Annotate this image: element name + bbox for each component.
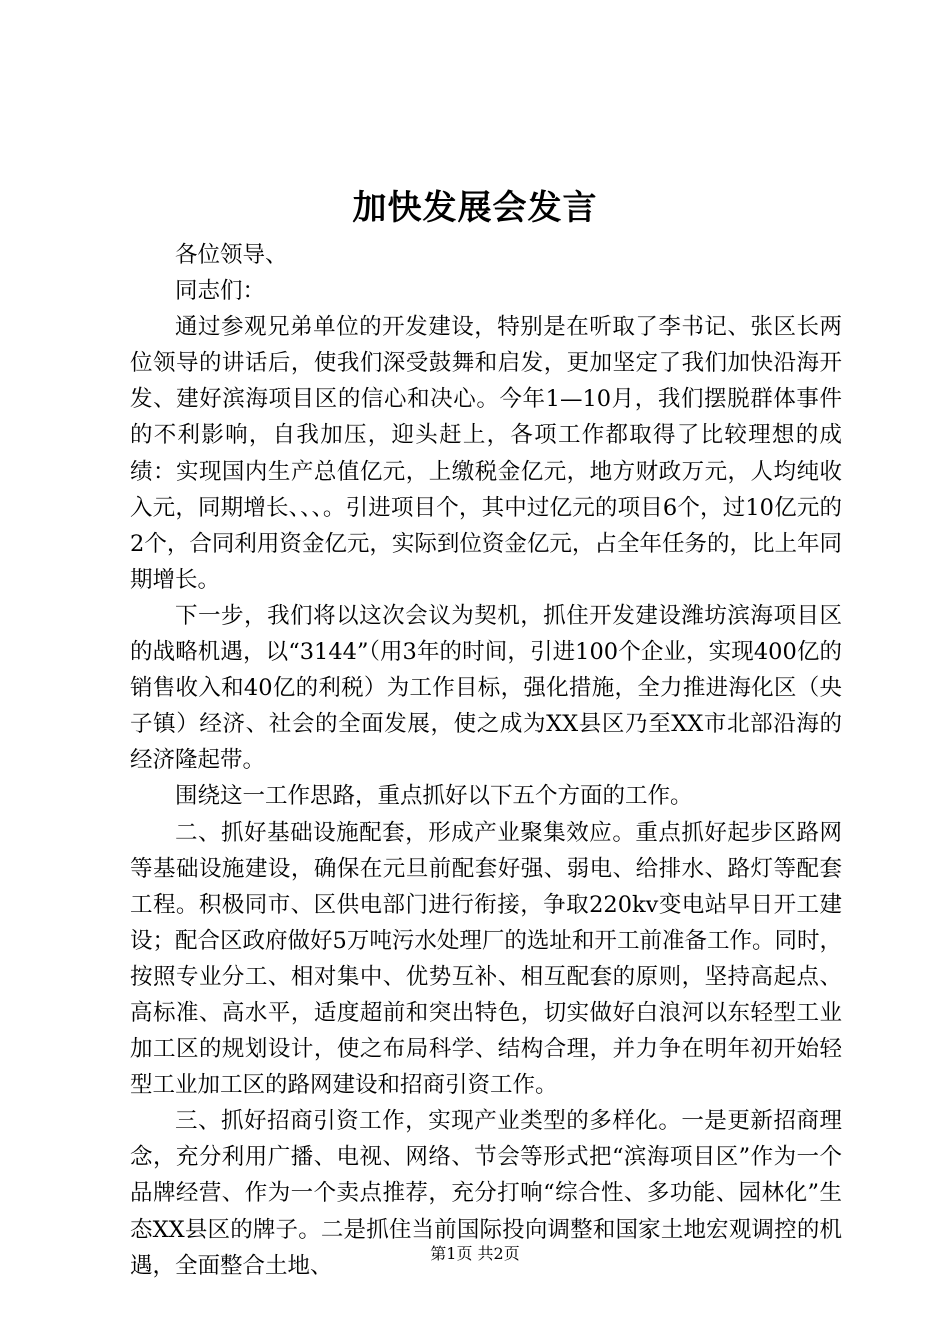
page-number: 第1页 [430,1244,473,1263]
page-footer [0,1243,950,1265]
document-title: 加快发展会发言 [352,188,598,228]
document-body [130,237,842,1284]
paragraph-investment: 三、抓好招商引资工作，实现产业类型的多样化。一是更新招商理念，充分利用广播、电视、网络、节会等形式把“滨海项目区”作为一个品牌经营、作为一个卖点推荐，充分打响“综合性、多功能、园林化”生态XX县区的牌子。二是抓住当前国际投向调整和国家土地宏观调控的机遇，全面整合土地、 [130,1108,842,1279]
paragraph-next-step: 下一步，我们将以这次会议为契机，抓住开发建设潍坊滨海项目区的战略机遇，以“3144”（用3年的时间，引进100个企业，实现400亿的销售收入和40亿的利税）为工作目标，强化措施，全力推进海化区（央子镇）经济、社会的全面发展，使之成为XX县区乃至XX市北部沿海的经济隆起带。 [130,602,842,774]
paragraph-work-focus: 围绕这一工作思路，重点抓好以下五个方面的工作。 [175,783,693,810]
page-total: 共2页 [477,1244,520,1263]
salutation-comrades: 同志们： [175,278,266,305]
paragraph-infrastructure: 二、抓好基础设施配套，形成产业聚集效应。重点抓好起步区路网等基础设施建设，确保在元旦前配套好强、弱电、给排水、路灯等配套工程。积极同市、区供电部门进行衔接，争取220kv变电站早日开工建设；配合区政府做好5万吨污水处理厂的选址和开工前准备工作。同时，按照专业分工、相对集中、优势互补、相互配套的原则，坚持高起点、高标准、高水平，适度超前和突出特色，切实做好白浪河以东轻型工业加工区的规划设计，使之布局科学、结构合理，并力争在明年初开始轻型工业加工区的路网建设和招商引资工作。 [130,819,842,1099]
paragraph-achievements: 通过参观兄弟单位的开发建设，特别是在听取了李书记、张区长两位领导的讲话后，使我们深受鼓舞和启发，更加坚定了我们加快沿海开发、建好滨海项目区的信心和决心。今年1—10月，我们摆脱群体事件的不利影响，自我加压，迎头赶上，各项工作都取得了比较理想的成绩：实现国内生产总值亿元，上缴税金亿元，地方财政万元，人均纯收入元，同期增长、、、。引进项目个，其中过亿元的项目6个，过10亿元的2个，合同利用资金亿元，实际到位资金亿元，占全年任务的，比上年同期增长。 [130,314,842,593]
salutation-leaders: 各位领导、 [175,242,288,268]
